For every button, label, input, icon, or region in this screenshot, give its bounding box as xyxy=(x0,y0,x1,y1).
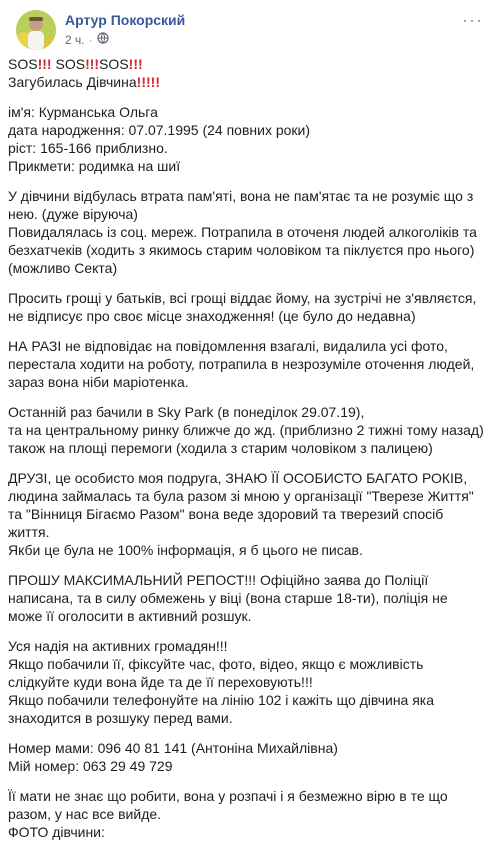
meta-separator: · xyxy=(88,32,93,47)
post-text-line: не відписує про своє місце знаходження! (це було до недавна) xyxy=(8,308,416,324)
post-text-line: ДРУЗІ, це особисто моя подруга, ЗНАЮ ЇЇ ОСОБИСТО БАГАТО РОКІВ, xyxy=(8,470,468,486)
post-text-line: Якби це була не 100% інформація, я б цього не писав. xyxy=(8,542,363,558)
post-text-line: (можливо Секта) xyxy=(8,260,118,276)
exclamation-icon: ! xyxy=(150,74,156,90)
exclamation-icon: ! xyxy=(136,74,142,90)
globe-icon[interactable] xyxy=(97,32,109,47)
post-text-line: може її оголосити в активний розшук. xyxy=(8,608,252,624)
post-text-line: Якщо побачили телефонуйте на лінію 102 і кажіть що дівчина яка xyxy=(8,692,435,708)
post-text-line: Повидалялась із соц. мереж. Потрапила в оточеня людей алкоголіків та xyxy=(8,224,477,240)
post-text-line: Мій номер: 063 29 49 729 xyxy=(8,758,173,774)
exclamation-icon: ! xyxy=(145,74,151,90)
more-icon[interactable]: ··· xyxy=(462,10,483,30)
post-text-line: разом, у нас все вийде. xyxy=(8,806,162,822)
post-paragraph xyxy=(8,289,485,325)
post-text-line: Уся надія на активних громадян!!! xyxy=(8,638,228,654)
post-paragraph xyxy=(8,787,485,841)
post-text-line: перестала ходити на роботу, потрапила в незрозуміле оточення людей, xyxy=(8,356,475,372)
post-paragraph xyxy=(8,403,485,457)
exclamation-icon: ! xyxy=(42,56,47,72)
post-text-line: ФОТО дівчини: xyxy=(8,824,105,840)
avatar-image xyxy=(16,10,56,50)
exclamation-icon: ! xyxy=(141,74,146,90)
exclamation-icon: ! xyxy=(85,56,90,72)
post-paragraph xyxy=(8,337,485,391)
post-text-line: Загубилась Дівчина!!!!! xyxy=(8,74,160,90)
post-paragraph xyxy=(8,103,485,175)
post-text-line: зараз вона ніби маріотенка. xyxy=(8,374,189,390)
post-text-line: Якщо побачили її, фіксуйте час, фото, відео, якщо є можливість xyxy=(8,656,424,672)
post-text-line: Її мати не знає що робити, вона у розпачі і я безмежно вірю в те що xyxy=(8,788,448,804)
post-text-line: та на центральному ринку ближче до жд. (приблизно 2 тижні тому назад) xyxy=(8,422,484,438)
post-paragraph xyxy=(8,739,485,775)
exclamation-icon: ! xyxy=(89,56,95,72)
post-paragraph xyxy=(8,571,485,625)
post-text-line: Просить грощі у батьків, всі грощі віддає йому, на зустрічі не з'являєтся, xyxy=(8,290,477,306)
post-text-line: дата народження: 07.07.1995 (24 повних роки) xyxy=(8,122,311,138)
post-paragraph xyxy=(8,469,485,559)
post-text-line: ім'я: Курманська Ольга xyxy=(8,104,158,120)
post-text-line: Останній раз бачили в Sky Park (в понеділок 29.07.19), xyxy=(8,404,365,420)
post-paragraph xyxy=(8,187,485,277)
post-text-line: ріст: 165-166 приблизно. xyxy=(8,140,168,156)
post-text-line: знаходится в розшуку перед вами. xyxy=(8,710,233,726)
author-name[interactable]: Артур Покорский xyxy=(65,12,186,28)
post-meta xyxy=(65,32,109,47)
post-text-line: нею. (дуже віруюча) xyxy=(8,206,138,222)
post-text-line: та "Вінниця Бігаємо Разом" вона веде здоровий та тверезий спосіб xyxy=(8,506,444,522)
post-text-line: написана, та в силу обмежень у віці (вона старше 18-ти), поліція не xyxy=(8,590,448,606)
post-text-line: SOS!!! SOS!!!SOS!!! xyxy=(8,56,143,72)
post-text-line: Прикмети: родимка на шиї xyxy=(8,158,181,174)
exclamation-icon: ! xyxy=(138,56,143,72)
post-time[interactable]: 2 ч. xyxy=(65,32,85,47)
post-paragraph xyxy=(8,637,485,727)
exclamation-icon: ! xyxy=(94,56,100,72)
post-text-line: У дівчини відбулась втрата пам'яті, вона не пам'ятає та не розуміє що з xyxy=(8,188,474,204)
post-text-line: також на площі перемоги (ходила з старим чоловіком з палицею) xyxy=(8,440,433,456)
post-text-line: життя. xyxy=(8,524,50,540)
post-text-line: Номер мами: 096 40 81 141 (Антоніна Михайлівна) xyxy=(8,740,338,756)
post-text-line: НА РАЗІ не відповідає на повідомлення взагалі, видалила усі фото, xyxy=(8,338,448,354)
post-body xyxy=(8,55,485,853)
post-text-line: безхатчеків (ходить з якимось старим чоловіком та піклуєтся про нього) xyxy=(8,242,475,258)
exclamation-icon: ! xyxy=(128,56,134,72)
post-header xyxy=(8,0,485,52)
exclamation-icon: ! xyxy=(155,74,160,90)
post-paragraph xyxy=(8,55,485,91)
post-text-line: людина займалась та була разом зі мною у організації "Тверезе Життя" xyxy=(8,488,474,504)
post-text-line: ПРОШУ МАКСИМАЛЬНИЙ РЕПОСТ!!! Офіційно заява до Поліції xyxy=(8,572,429,588)
exclamation-icon: ! xyxy=(37,56,43,72)
exclamation-icon: ! xyxy=(46,56,52,72)
post-text-line: слідкуйте куди вона йде та де її переховують!!! xyxy=(8,674,313,690)
exclamation-icon: ! xyxy=(133,56,138,72)
avatar[interactable] xyxy=(16,10,56,50)
